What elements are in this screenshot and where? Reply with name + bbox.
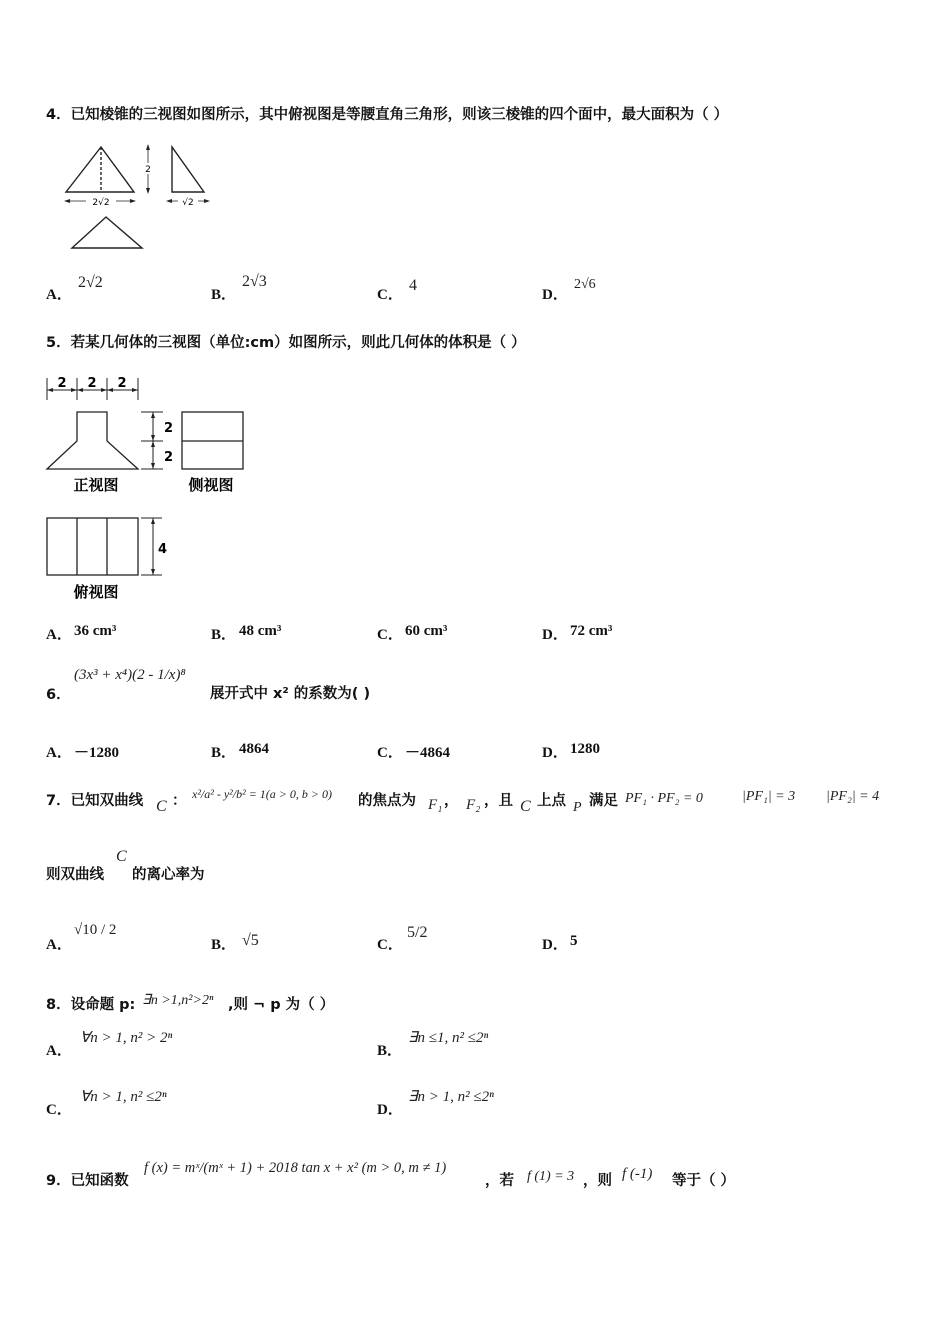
q8-option-b-label: B． xyxy=(377,1043,403,1059)
q4-option-a-value: 2√2 xyxy=(78,274,103,291)
q8-text-part1: 8．设命题 p: xyxy=(46,997,136,1013)
q5-width-2: 2 xyxy=(87,376,97,391)
q7-pf2-length: |PF₂| = 4 xyxy=(826,789,880,804)
q7-option-c-label: C． xyxy=(377,937,403,953)
q7-option-d-value: 5 xyxy=(570,933,578,949)
q6-option-a-value: －1280 xyxy=(74,745,120,761)
q4-front-view xyxy=(66,147,134,192)
q4-side-view xyxy=(172,147,204,192)
q7-part2: 的焦点为 xyxy=(358,793,416,809)
q9-part2: ，若 xyxy=(485,1173,514,1189)
q6-tail: 展开式中 x² 的系数为( ) xyxy=(210,686,371,702)
q6-expression: (3x³ + x⁴)(2 - 1/x)⁸ xyxy=(74,667,186,683)
q6-option-d-label: D． xyxy=(542,745,568,761)
q6-option-b-label: B． xyxy=(211,745,237,761)
q5-height-top: 2 xyxy=(164,421,174,436)
q4-option-b-label: B． xyxy=(211,287,237,303)
q7-part1: 7．已知双曲线 xyxy=(46,793,144,809)
q5-height-bottom: 2 xyxy=(164,450,174,465)
q5-option-b-value: 48 cm³ xyxy=(239,623,282,639)
q8-text-part3: ,则 ¬ p 为（ ） xyxy=(228,997,335,1013)
q7-dot-product: PF₁ · PF₂ = 0 xyxy=(625,791,703,806)
q7-option-b-value: √5 xyxy=(242,932,259,949)
q5-option-a-label: A． xyxy=(46,627,72,643)
q6-option-a-label: A． xyxy=(46,745,72,761)
q7-line2-part1: 则双曲线 xyxy=(46,867,104,883)
q4-three-views-figure xyxy=(58,140,218,255)
q5-top-view-label: 俯视图 xyxy=(73,583,119,601)
q5-option-c-value: 60 cm³ xyxy=(405,623,448,639)
q5-front-view-label: 正视图 xyxy=(73,476,119,494)
q5-width-1: 2 xyxy=(57,376,67,391)
q7-option-a-label: A． xyxy=(46,937,72,953)
q6-option-c-label: C． xyxy=(377,745,403,761)
q7-point-p: P xyxy=(573,800,582,815)
q5-three-views-figure xyxy=(40,370,260,605)
q7-comma: ， xyxy=(444,793,459,809)
q5-width-3: 2 xyxy=(117,376,127,391)
q7-curve-c-2: C xyxy=(520,798,531,815)
q7-f1: F₁ xyxy=(428,797,443,813)
q4-side-width-label: √2 xyxy=(182,198,194,208)
q5-front-view xyxy=(47,412,138,469)
q8-option-b-value: ∃n ≤1, n² ≤2ⁿ xyxy=(408,1030,489,1046)
q7-curve-c: C xyxy=(156,798,167,815)
q7-option-d-label: D． xyxy=(542,937,568,953)
q8-option-c-label: C． xyxy=(46,1102,72,1118)
q7-pf1-length: |PF₁| = 3 xyxy=(742,789,796,804)
q4-option-a-label: A． xyxy=(46,287,72,303)
q5-option-b-label: B． xyxy=(211,627,237,643)
q5-text: 5．若某几何体的三视图（单位:cm）如图所示，则此几何体的体积是（ ） xyxy=(46,335,526,351)
q5-option-d-value: 72 cm³ xyxy=(570,623,613,639)
q6-option-b-value: 4864 xyxy=(239,741,269,757)
q9-part1: 9．已知函数 xyxy=(46,1173,129,1189)
q4-top-view xyxy=(72,217,142,248)
q8-proposition: ∃n >1,n²>2ⁿ xyxy=(142,993,214,1008)
q9-ask: f (-1) xyxy=(622,1166,653,1182)
q5-option-c-label: C． xyxy=(377,627,403,643)
q7-part3: ，且 xyxy=(484,793,513,809)
q6-number: 6． xyxy=(46,687,71,703)
q7-colon: ： xyxy=(172,793,187,809)
q8-option-a-value: ∀n > 1, n² > 2ⁿ xyxy=(80,1030,173,1046)
q7-part4: 上点 xyxy=(537,793,566,809)
q8-option-a-label: A． xyxy=(46,1043,72,1059)
q7-line2-part2: 的离心率为 xyxy=(132,867,205,883)
q7-part5: 满足 xyxy=(589,793,618,809)
q4-front-width-label: 2√2 xyxy=(92,198,110,208)
q4-option-d-value: 2√6 xyxy=(574,277,596,292)
q4-option-d-label: D． xyxy=(542,287,568,303)
q9-function: f (x) = mˣ/(mˣ + 1) + 2018 tan x + x² (m > 0, m ≠ 1) xyxy=(144,1160,447,1176)
q7-option-c-value: 5/2 xyxy=(407,924,428,941)
q9-part4: 等于（ ） xyxy=(672,1173,736,1189)
q4-option-c-label: C． xyxy=(377,287,403,303)
q5-side-view-label: 侧视图 xyxy=(188,476,234,494)
q5-top-view-height: 4 xyxy=(158,542,168,557)
q5-option-d-label: D． xyxy=(542,627,568,643)
q7-option-a-value: √10 / 2 xyxy=(74,922,117,938)
q8-option-d-label: D． xyxy=(377,1102,403,1118)
q7-option-b-label: B． xyxy=(211,937,237,953)
q4-option-c-value: 4 xyxy=(409,277,417,294)
q5-top-view xyxy=(47,518,138,575)
q7-f2: F₂ xyxy=(466,797,481,813)
q6-option-c-value: －4864 xyxy=(405,745,451,761)
q7-curve-c-3: C xyxy=(116,848,127,865)
q9-condition: f (1) = 3 xyxy=(527,1169,575,1184)
q4-option-b-value: 2√3 xyxy=(242,273,267,290)
q7-equation: x²/a² - y²/b² = 1(a > 0, b > 0) xyxy=(192,787,332,801)
q5-option-a-value: 36 cm³ xyxy=(74,623,117,639)
q6-option-d-value: 1280 xyxy=(570,741,600,757)
q4-height-label: 2 xyxy=(145,165,151,175)
q8-option-c-value: ∀n > 1, n² ≤2ⁿ xyxy=(80,1089,167,1105)
q4-text: 4．已知棱锥的三视图如图所示，其中俯视图是等腰直角三角形，则该三棱锥的四个面中，最大面积为（ ） xyxy=(46,107,729,123)
q8-option-d-value: ∃n > 1, n² ≤2ⁿ xyxy=(408,1089,494,1105)
q9-part3: ，则 xyxy=(583,1173,612,1189)
